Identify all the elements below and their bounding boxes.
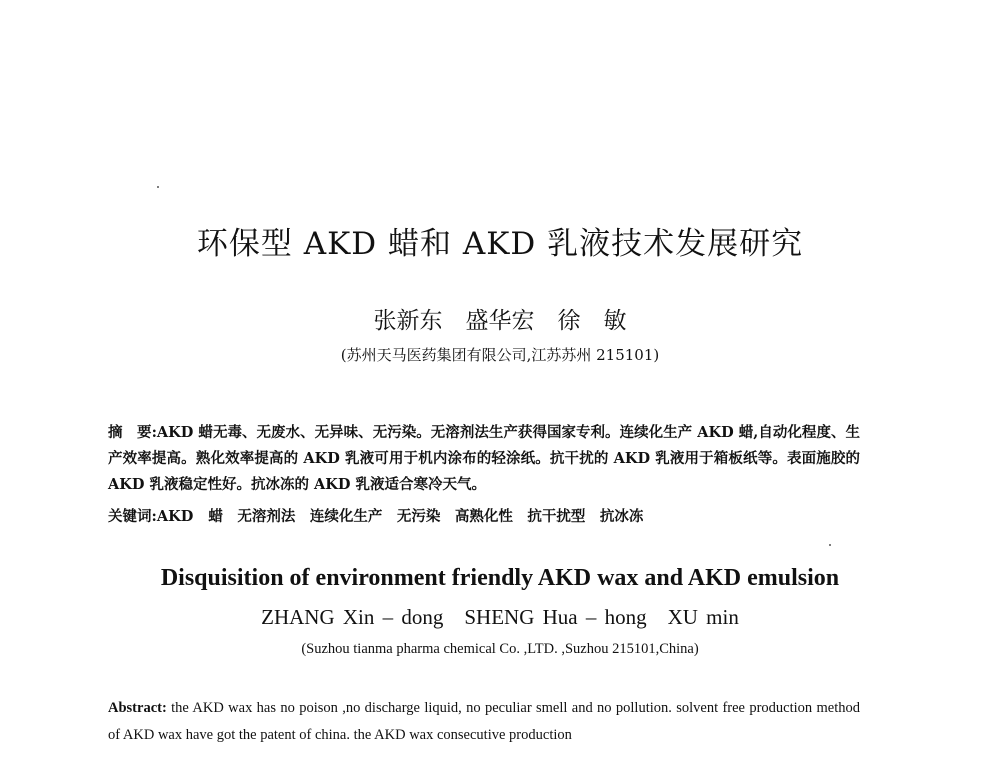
abstract-text-chinese: AKD 蜡无毒、无废水、无异味、无污染。无溶剂法生产获得国家专利。连续化生产 AKD 蜡,自动化程度、生产效率提高。熟化效率提高的 AKD 乳液可用于机内涂布的轻涂纸。抗干扰的 AKD 乳液用于箱板纸等。表面施胶的 AKD 乳液稳定性好。抗冰冻的 AKD 乳液适合寒冷天气。 xyxy=(108,424,860,493)
authors-english: ZHANG Xin – dong SHENG Hua – hong XU min xyxy=(261,605,739,629)
affiliation-chinese: (苏州天马医药集团有限公司,江苏苏州 215101) xyxy=(340,346,660,364)
title-chinese: 环保型 AKD 蜡和 AKD 乳液技术发展研究 xyxy=(196,226,804,262)
title-english: Disquisition of environment friendly AKD wax and AKD emulsion xyxy=(160,565,840,591)
abstract-label-chinese: 摘 要: xyxy=(108,424,157,441)
scan-speck xyxy=(829,544,831,546)
affiliation-english: (Suzhou tianma pharma chemical Co. ,LTD. ,Suzhou 215101,China) xyxy=(301,641,699,657)
keywords-label-chinese: 关键词: xyxy=(108,508,157,525)
keywords-chinese xyxy=(108,504,860,530)
authors-chinese: 张新东 盛华宏 徐 敏 xyxy=(373,308,627,334)
abstract-english xyxy=(108,695,860,749)
abstract-chinese xyxy=(108,420,860,498)
abstract-label-english: Abstract: xyxy=(108,700,167,716)
abstract-text-english: the AKD wax has no poison ,no discharge liquid, no peculiar smell and no pollution. solvent free production method of AKD wax have got the patent of china. the AKD wax consecutive production xyxy=(108,700,861,743)
keywords-text-chinese: AKD 蜡 无溶剂法 连续化生产 无污染 高熟化性 抗干扰型 抗冰冻 xyxy=(156,508,644,525)
scan-speck xyxy=(157,186,159,188)
